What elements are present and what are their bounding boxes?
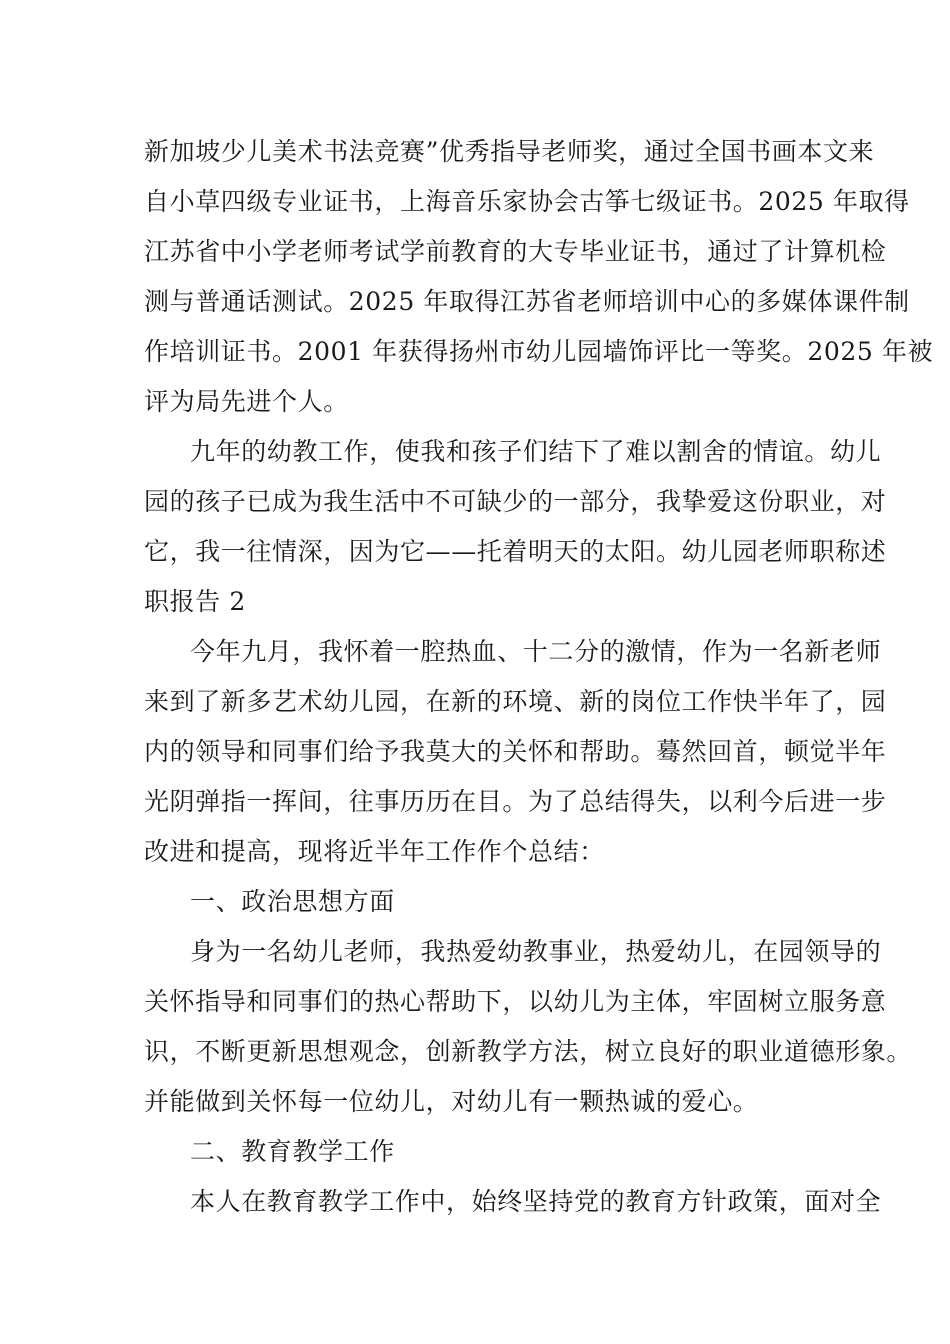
paragraph-first-line: 本人在教育教学工作中，始终坚持党的教育方针政策，面对全	[190, 1187, 882, 1216]
text-line: 并能做到关怀每一位幼儿，对幼儿有一颗热诚的爱心。	[144, 1087, 759, 1116]
section-heading: 二、教育教学工作	[190, 1137, 395, 1166]
text-line: 评为局先进个人。	[144, 387, 349, 416]
text-line: 职报告 2	[144, 587, 246, 616]
text-line: 内的领导和同事们给予我莫大的关怀和帮助。蓦然回首，顿觉半年	[144, 737, 887, 766]
text-line: 识，不断更新思想观念，创新教学方法，树立良好的职业道德形象。	[144, 1037, 913, 1066]
paragraph-first-line: 九年的幼教工作，使我和孩子们结下了难以割舍的情谊。幼儿	[190, 437, 882, 466]
text-line: 来到了新多艺术幼儿园，在新的环境、新的岗位工作快半年了，园	[144, 687, 887, 716]
text-line: 园的孩子已成为我生活中不可缺少的一部分，我挚爱这份职业，对	[144, 487, 887, 516]
text-line: 它，我一往情深，因为它——托着明天的太阳。幼儿园老师职称述	[144, 537, 887, 566]
paragraph-first-line: 身为一名幼儿老师，我热爱幼教事业，热爱幼儿，在园领导的	[190, 937, 882, 966]
text-line: 改进和提高，现将近半年工作作个总结：	[144, 837, 605, 866]
text-line: 关怀指导和同事们的热心帮助下，以幼儿为主体，牢固树立服务意	[144, 987, 887, 1016]
text-line: 新加坡少儿美术书法竞赛”优秀指导老师奖，通过全国书画本文来	[144, 137, 875, 166]
text-line: 光阴弹指一挥间，往事历历在目。为了总结得失，以利今后进一步	[144, 787, 887, 816]
paragraph-first-line: 今年九月，我怀着一腔热血、十二分的激情，作为一名新老师	[190, 637, 882, 666]
text-line: 测与普通话测试。2025 年取得江苏省老师培训中心的多媒体课件制	[144, 287, 910, 316]
text-line: 作培训证书。2001 年获得扬州市幼儿园墙饰评比一等奖。2025 年被	[144, 337, 934, 366]
section-heading: 一、政治思想方面	[190, 887, 395, 916]
text-line: 自小草四级专业证书，上海音乐家协会古筝七级证书。2025 年取得	[144, 187, 910, 216]
text-line: 江苏省中小学老师考试学前教育的大专毕业证书，通过了计算机检	[144, 237, 887, 266]
